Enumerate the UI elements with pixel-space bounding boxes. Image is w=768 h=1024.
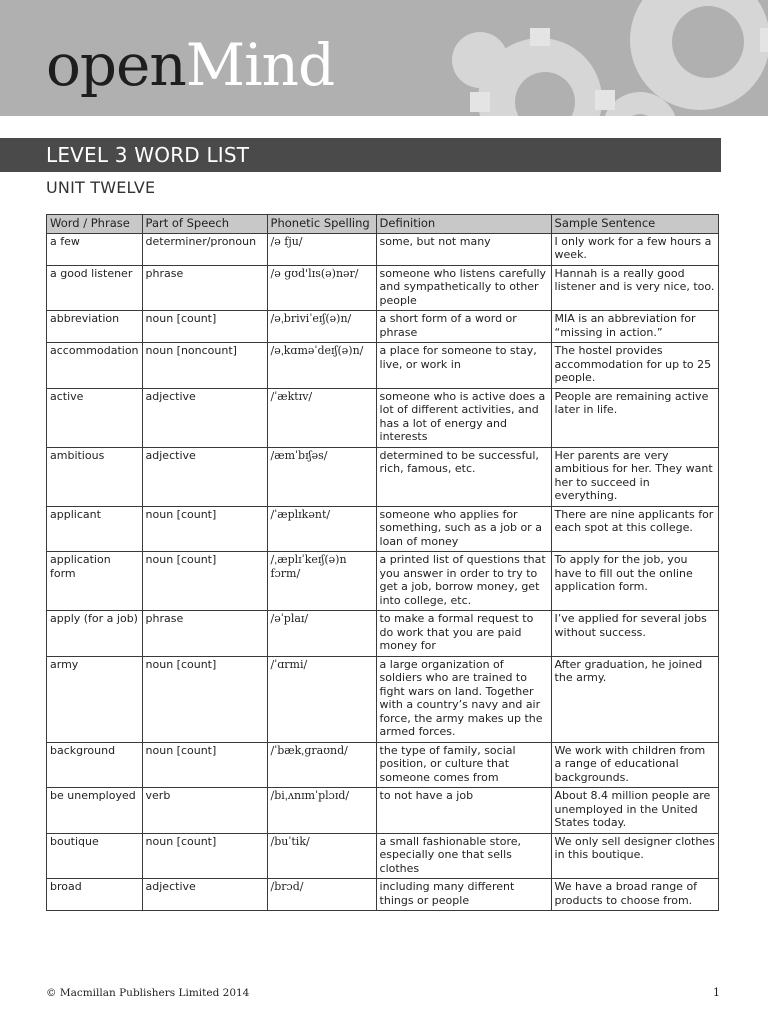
part-of-speech-cell: noun [count] — [142, 833, 267, 879]
definition-cell: a small fashionable store, especially one that sells clothes — [376, 833, 551, 879]
word-list-table — [46, 214, 719, 911]
definition-cell: including many different things or people — [376, 879, 551, 911]
definition-cell: someone who listens carefully and sympathetically to other people — [376, 265, 551, 311]
sample-sentence-cell: People are remaining active later in life. — [551, 388, 718, 447]
page-title: LEVEL 3 WORD LIST — [0, 138, 721, 172]
definition-cell: a short form of a word or phrase — [376, 311, 551, 343]
definition-cell: someone who applies for something, such as a job or a loan of money — [376, 506, 551, 552]
phonetic-cell: /ˈbækˌɡraʊnd/ — [267, 742, 376, 788]
definition-cell: the type of family, social position, or culture that someone comes from — [376, 742, 551, 788]
table-row — [47, 311, 719, 343]
word-cell: broad — [47, 879, 143, 911]
word-cell: be unemployed — [47, 788, 143, 834]
phonetic-cell: /ˈɑrmi/ — [267, 656, 376, 742]
table-row — [47, 742, 719, 788]
sample-sentence-cell: Hannah is a really good listener and is very nice, too. — [551, 265, 718, 311]
table-row — [47, 611, 719, 657]
word-cell: background — [47, 742, 143, 788]
sample-sentence-cell: About 8.4 million people are unemployed in the United States today. — [551, 788, 718, 834]
table-row — [47, 265, 719, 311]
header-part-of-speech: Part of Speech — [142, 215, 267, 234]
part-of-speech-cell: adjective — [142, 388, 267, 447]
table-row — [47, 343, 719, 389]
word-cell: ambitious — [47, 447, 143, 506]
phonetic-cell: /əˌbriviˈeɪʃ(ə)n/ — [267, 311, 376, 343]
phonetic-cell: /ə ɡʊd'lɪs(ə)nər/ — [267, 265, 376, 311]
part-of-speech-cell: adjective — [142, 879, 267, 911]
phonetic-cell: /brɔd/ — [267, 879, 376, 911]
header-phonetic: Phonetic Spelling — [267, 215, 376, 234]
word-cell: a good listener — [47, 265, 143, 311]
word-cell: boutique — [47, 833, 143, 879]
part-of-speech-cell: phrase — [142, 611, 267, 657]
table-row — [47, 447, 719, 506]
part-of-speech-cell: adjective — [142, 447, 267, 506]
header-sample-sentence: Sample Sentence — [551, 215, 718, 234]
part-of-speech-cell: noun [count] — [142, 506, 267, 552]
phonetic-cell: /əˈplaɪ/ — [267, 611, 376, 657]
definition-cell: determined to be successful, rich, famous, etc. — [376, 447, 551, 506]
part-of-speech-cell: noun [count] — [142, 552, 267, 611]
table-row — [47, 879, 719, 911]
copyright: © Macmillan Publishers Limited 2014 — [46, 987, 250, 999]
part-of-speech-cell: noun [count] — [142, 742, 267, 788]
header-word: Word / Phrase — [47, 215, 143, 234]
definition-cell: a large organization of soldiers who are trained to fight wars on land. Together with a country’s navy and air force, the army makes up the armed forces. — [376, 656, 551, 742]
definition-cell: someone who is active does a lot of different activities, and has a lot of energy and interests — [376, 388, 551, 447]
logo-mind-text: Mind — [185, 31, 335, 99]
definition-cell: a place for someone to stay, live, or work in — [376, 343, 551, 389]
sample-sentence-cell: There are nine applicants for each spot at this college. — [551, 506, 718, 552]
unit-title: UNIT TWELVE — [46, 178, 156, 197]
part-of-speech-cell: phrase — [142, 265, 267, 311]
definition-cell: a printed list of questions that you answer in order to try to get a job, borrow money, get into college, etc. — [376, 552, 551, 611]
word-cell: accommodation — [47, 343, 143, 389]
part-of-speech-cell: noun [noncount] — [142, 343, 267, 389]
openmind-logo — [46, 30, 334, 100]
logo-open-text: open — [46, 31, 186, 99]
sample-sentence-cell: We only sell designer clothes in this boutique. — [551, 833, 718, 879]
definition-cell: to not have a job — [376, 788, 551, 834]
table-header-row — [47, 215, 719, 234]
phonetic-cell: /ˌæplɪˈkeɪʃ(ə)n fɔrm/ — [267, 552, 376, 611]
phonetic-cell: /ˈæplɪkənt/ — [267, 506, 376, 552]
sample-sentence-cell: The hostel provides accommodation for up to 25 people. — [551, 343, 718, 389]
part-of-speech-cell: noun [count] — [142, 311, 267, 343]
sample-sentence-cell: Her parents are very ambitious for her. They want her to succeed in everything. — [551, 447, 718, 506]
header-definition: Definition — [376, 215, 551, 234]
sample-sentence-cell: MIA is an abbreviation for “missing in action.” — [551, 311, 718, 343]
phonetic-cell: /æmˈbɪʃəs/ — [267, 447, 376, 506]
sample-sentence-cell: We have a broad range of products to choose from. — [551, 879, 718, 911]
table-row — [47, 506, 719, 552]
definition-cell: to make a formal request to do work that you are paid money for — [376, 611, 551, 657]
sample-sentence-cell: I’ve applied for several jobs without success. — [551, 611, 718, 657]
definition-cell: some, but not many — [376, 233, 551, 265]
word-cell: abbreviation — [47, 311, 143, 343]
table-row — [47, 788, 719, 834]
table-row — [47, 552, 719, 611]
sample-sentence-cell: After graduation, he joined the army. — [551, 656, 718, 742]
sample-sentence-cell: I only work for a few hours a week. — [551, 233, 718, 265]
phonetic-cell: /ˈæktɪv/ — [267, 388, 376, 447]
header-band — [0, 0, 768, 116]
word-cell: army — [47, 656, 143, 742]
table-row — [47, 233, 719, 265]
part-of-speech-cell: noun [count] — [142, 656, 267, 742]
word-cell: application form — [47, 552, 143, 611]
part-of-speech-cell: determiner/pronoun — [142, 233, 267, 265]
sample-sentence-cell: To apply for the job, you have to fill out the online application form. — [551, 552, 718, 611]
phonetic-cell: /əˌkɑməˈdeɪʃ(ə)n/ — [267, 343, 376, 389]
table-row — [47, 388, 719, 447]
sample-sentence-cell: We work with children from a range of educational backgrounds. — [551, 742, 718, 788]
part-of-speech-cell: verb — [142, 788, 267, 834]
word-cell: active — [47, 388, 143, 447]
word-cell: apply (for a job) — [47, 611, 143, 657]
table-row — [47, 656, 719, 742]
word-cell: applicant — [47, 506, 143, 552]
word-rows — [47, 233, 719, 911]
phonetic-cell: /ə fju/ — [267, 233, 376, 265]
word-cell: a few — [47, 233, 143, 265]
table-row — [47, 833, 719, 879]
phonetic-cell: /biˌʌnɪmˈplɔɪd/ — [267, 788, 376, 834]
page-number: 1 — [713, 986, 720, 999]
phonetic-cell: /buˈtik/ — [267, 833, 376, 879]
